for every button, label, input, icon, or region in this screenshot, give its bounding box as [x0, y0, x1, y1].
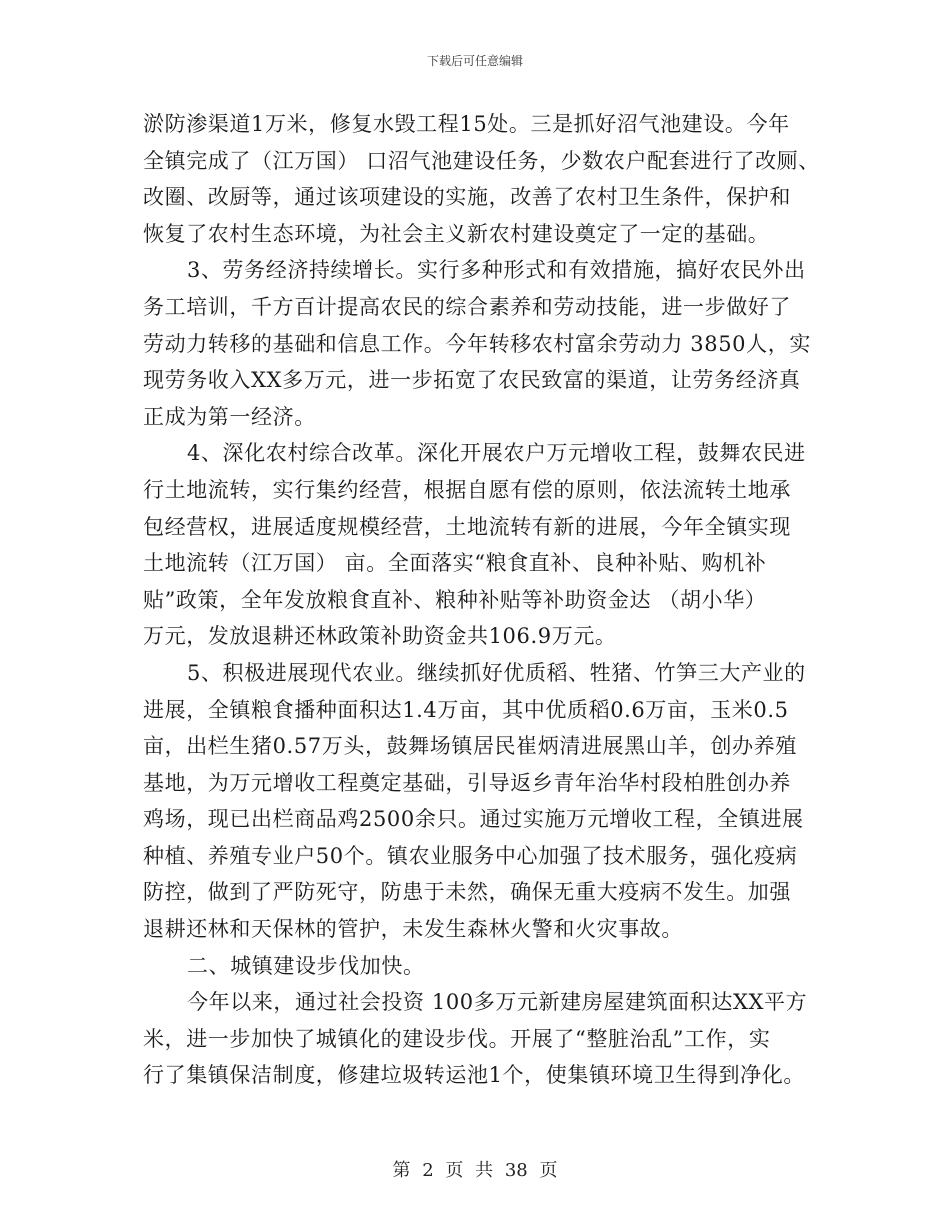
text-line: 防控，做到了严防死守，防患于未然，确保无重大疫病不发生。加强 — [143, 880, 791, 905]
text-line: 万元，发放退耕还林政策补助资金共106.9万元。 — [143, 624, 617, 649]
text-line: 贴”政策，全年发放粮食直补、粮种补贴等补助资金达 （胡小华） — [143, 587, 767, 612]
text-line: 3、劳务经济持续增长。实行多种形式和有效措施，搞好农民外出 — [187, 258, 806, 283]
text-line: 5、积极进展现代农业。继续抓好优质稻、牲猪、竹笋三大产业的 — [187, 660, 806, 685]
text-line: 劳动力转移的基础和信息工作。今年转移农村富余劳动力 3850人，实 — [143, 331, 811, 356]
text-line: 鸡场，现已出栏商品鸡2500余只。通过实施万元增收工程，全镇进展 — [143, 807, 804, 832]
text-line: 正成为第一经济。 — [143, 404, 316, 429]
text-line: 4、深化农村综合改革。深化开展农户万元增收工程，鼓舞农民进 — [187, 441, 806, 466]
text-line: 土地流转（江万国） 亩。全面落实“粮食直补、良种补贴、购机补 — [143, 551, 767, 576]
text-line: 务工培训，千方百计提高农民的综合素养和劳动技能，进一步做好了 — [143, 294, 791, 319]
text-line: 全镇完成了（江万国） 口沼气池建设任务，少数农户配套进行了改厕、 — [143, 148, 820, 173]
text-line: 现劳务收入XX多万元，进一步拓宽了农民致富的渠道，让劳务经济真 — [143, 368, 801, 393]
text-line: 退耕还林和天保林的管护，未发生森林火警和火灾事故。 — [143, 917, 683, 942]
text-line: 种植、养殖专业户50个。镇农业服务中心加强了技术服务，强化疫病 — [143, 843, 798, 868]
text-line: 行土地流转，实行集约经营，根据自愿有偿的原则，依法流转土地承 — [143, 477, 791, 502]
text-line: 行了集镇保洁制度，修建垃圾转运池1个，使集镇环境卫生得到净化。 — [143, 1063, 805, 1088]
page-number-footer: 第 2 页 共 38 页 — [392, 1160, 558, 1181]
text-line: 恢复了农村生态环境，为社会主义新农村建设奠定了一定的基础。 — [143, 221, 770, 246]
text-line: 今年以来，通过社会投资 100多万元新建房屋建筑面积达XX平方 — [187, 990, 808, 1015]
text-line: 二、城镇建设步伐加快。 — [187, 953, 425, 978]
text-line: 基地，为万元增收工程奠定基础，引导返乡青年治华村段柏胜创办养 — [143, 770, 791, 795]
text-line: 淤防渗渠道1万米，修复水毁工程15处。三是抓好沼气池建设。今年 — [143, 112, 790, 136]
text-line: 包经营权，进展适度规模经营，土地流转有新的进展，今年全镇实现 — [143, 514, 791, 539]
text-line: 改圈、改厨等，通过该项建设的实施，改善了农村卫生条件，保护和 — [143, 185, 791, 210]
text-line: 米，进一步加快了城镇化的建设步伐。开展了“整脏治乱”工作，实 — [143, 1026, 771, 1051]
text-line: 亩，出栏生猪0.57万头，鼓舞场镇居民崔炳清进展黑山羊，创办养殖 — [143, 734, 797, 759]
page-header-note: 下载后可任意编辑 — [426, 54, 523, 68]
document-body — [143, 106, 823, 1094]
text-line: 进展，全镇粮食播种面积达1.4万亩，其中优质稻0.6万亩，玉米0.5 — [143, 697, 789, 722]
